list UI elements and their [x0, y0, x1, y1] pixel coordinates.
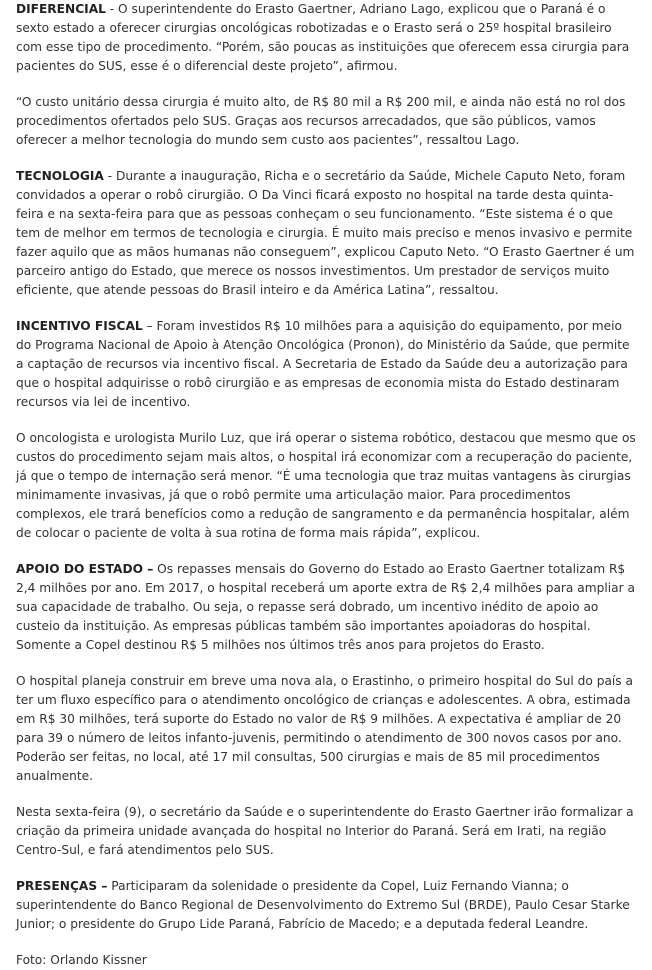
paragraph-diferencial: [16, 0, 640, 76]
paragraph-text: – Foram investidos R$ 10 milhões para a aquisição do equipamento, por meio do Programa Nacional de Apoio à Atenção Oncológica (Pronon), do Ministério da Saúde, que permite a captação de recursos via incentivo fiscal. A Secretaria de Estado da Saúde deu a autorização para que o hospital adquirisse o robô cirurgião e as empresas de economia mista do Estado destinaram recursos via lei de incentivo.: [16, 319, 630, 409]
article-body: [16, 0, 640, 970]
paragraph-tecnologia: [16, 167, 640, 300]
paragraph-incentivo-fiscal: [16, 317, 640, 412]
paragraph-apoio-do-estado: [16, 560, 640, 655]
section-lead-incentivo-fiscal: INCENTIVO FISCAL: [16, 319, 143, 333]
paragraph-irati: [16, 803, 640, 860]
paragraph-text: Nesta sexta-feira (9), o secretário da Saúde e o superintendente do Erasto Gaertner irão formalizar a criação da primeira unidade avançada do hospital no Interior do Paraná. Será em Irati, na região Centro-Sul, e fará atendimentos pelo SUS.: [16, 805, 634, 857]
paragraph-text: “O custo unitário dessa cirurgia é muito alto, de R$ 80 mil a R$ 200 mil, e ainda não está no rol dos procedimentos ofertados pelo SUS. Graças aos recursos arrecadados, que são públicos, vamos oferecer a melhor tecnologia do mundo sem custo aos pacientes”, ressaltou Lago.: [16, 95, 626, 147]
section-lead-apoio-do-estado: APOIO DO ESTADO –: [16, 562, 154, 576]
section-lead-tecnologia: TECNOLOGIA: [16, 169, 104, 183]
paragraph-text: - O superintendente do Erasto Gaertner, Adriano Lago, explicou que o Paraná é o sexto estado a oferecer cirurgias oncológicas robotizadas e o Erasto será o 25º hospital brasileiro com esse tipo de procedimento. “Porém, são poucas as instituições que oferecem essa cirurgia para pacientes do SUS, esse é o diferencial deste projeto”, afirmou.: [16, 2, 630, 73]
paragraph-text: Participaram da solenidade o presidente da Copel, Luiz Fernando Vianna; o superintendente do Banco Regional de Desenvolvimento do Extremo Sul (BRDE), Paulo Cesar Starke Junior; o presidente do Grupo Lide Paraná, Fabrício de Macedo; e a deputada federal Leandre.: [16, 879, 630, 931]
paragraph-text: Os repasses mensais do Governo do Estado ao Erasto Gaertner totalizam R$ 2,4 milhões por ano. Em 2017, o hospital receberá um aporte extra de R$ 2,4 milhões para ampliar a sua capacidade de trabalho. Ou seja, o repasse será dobrado, um incentivo inédito de apoio ao custeio da instituição. As empresas públicas também são importantes apoiadoras do hospital. Somente a Copel destinou R$ 5 milhões nos últimos três anos para projetos do Erasto.: [16, 562, 635, 652]
photo-credit: Foto: Orlando Kissner: [16, 953, 147, 967]
section-lead-diferencial: DIFERENCIAL: [16, 2, 106, 16]
paragraph-text: O oncologista e urologista Murilo Luz, que irá operar o sistema robótico, destacou que mesmo que os custos do procedimento sejam mais altos, o hospital irá economizar com a recuperação do paciente, já que o tempo de internação será menor. “É uma tecnologia que traz muitas vantagens às cirurgias minimamente invasivas, já que o robô permite uma articulação maior. Para procedimentos complexos, ele trará benefícios como a redução de sangramento e da permanência hospitalar, além de colocar o paciente de volta à sua rotina de forma mais rápida”, explicou.: [16, 431, 636, 540]
paragraph-custo: [16, 93, 640, 150]
paragraph-text: - Durante a inauguração, Richa e o secretário da Saúde, Michele Caputo Neto, foram convidados a operar o robô cirurgião. O Da Vinci ficará exposto no hospital na tarde desta quinta-feira e na sexta-feira para que as pessoas conheçam o seu funcionamento. “Este sistema é o que tem de melhor em termos de tecnologia e cirurgia. É muito mais preciso e menos invasivo e permite fazer aquilo que as mãos humanas não conseguem”, explicou Caputo Neto. “O Erasto Gaertner é um parceiro antigo do Estado, que merece os nossos investimentos. Um prestador de serviços muito eficiente, que atende pessoas do Brasil inteiro e da América Latina”, ressaltou.: [16, 169, 635, 297]
paragraph-erastinho: [16, 672, 640, 786]
paragraph-text: O hospital planeja construir em breve uma nova ala, o Erastinho, o primeiro hospital do Sul do país a ter um fluxo específico para o atendimento oncológico de crianças e adolescentes. A obra, estimada em R$ 30 milhões, terá suporte do Estado no valor de R$ 9 milhões. A expectativa é ampliar de 20 para 39 o número de leitos infanto-juvenis, permitindo o atendimento de 300 novos casos por ano. Poderão ser feitas, no local, até 17 mil consultas, 500 cirurgias e mais de 85 mil procedimentos anualmente.: [16, 674, 634, 783]
section-lead-presencas: PRESENÇAS –: [16, 879, 108, 893]
paragraph-presencas: [16, 877, 640, 934]
paragraph-oncologista: [16, 429, 640, 543]
